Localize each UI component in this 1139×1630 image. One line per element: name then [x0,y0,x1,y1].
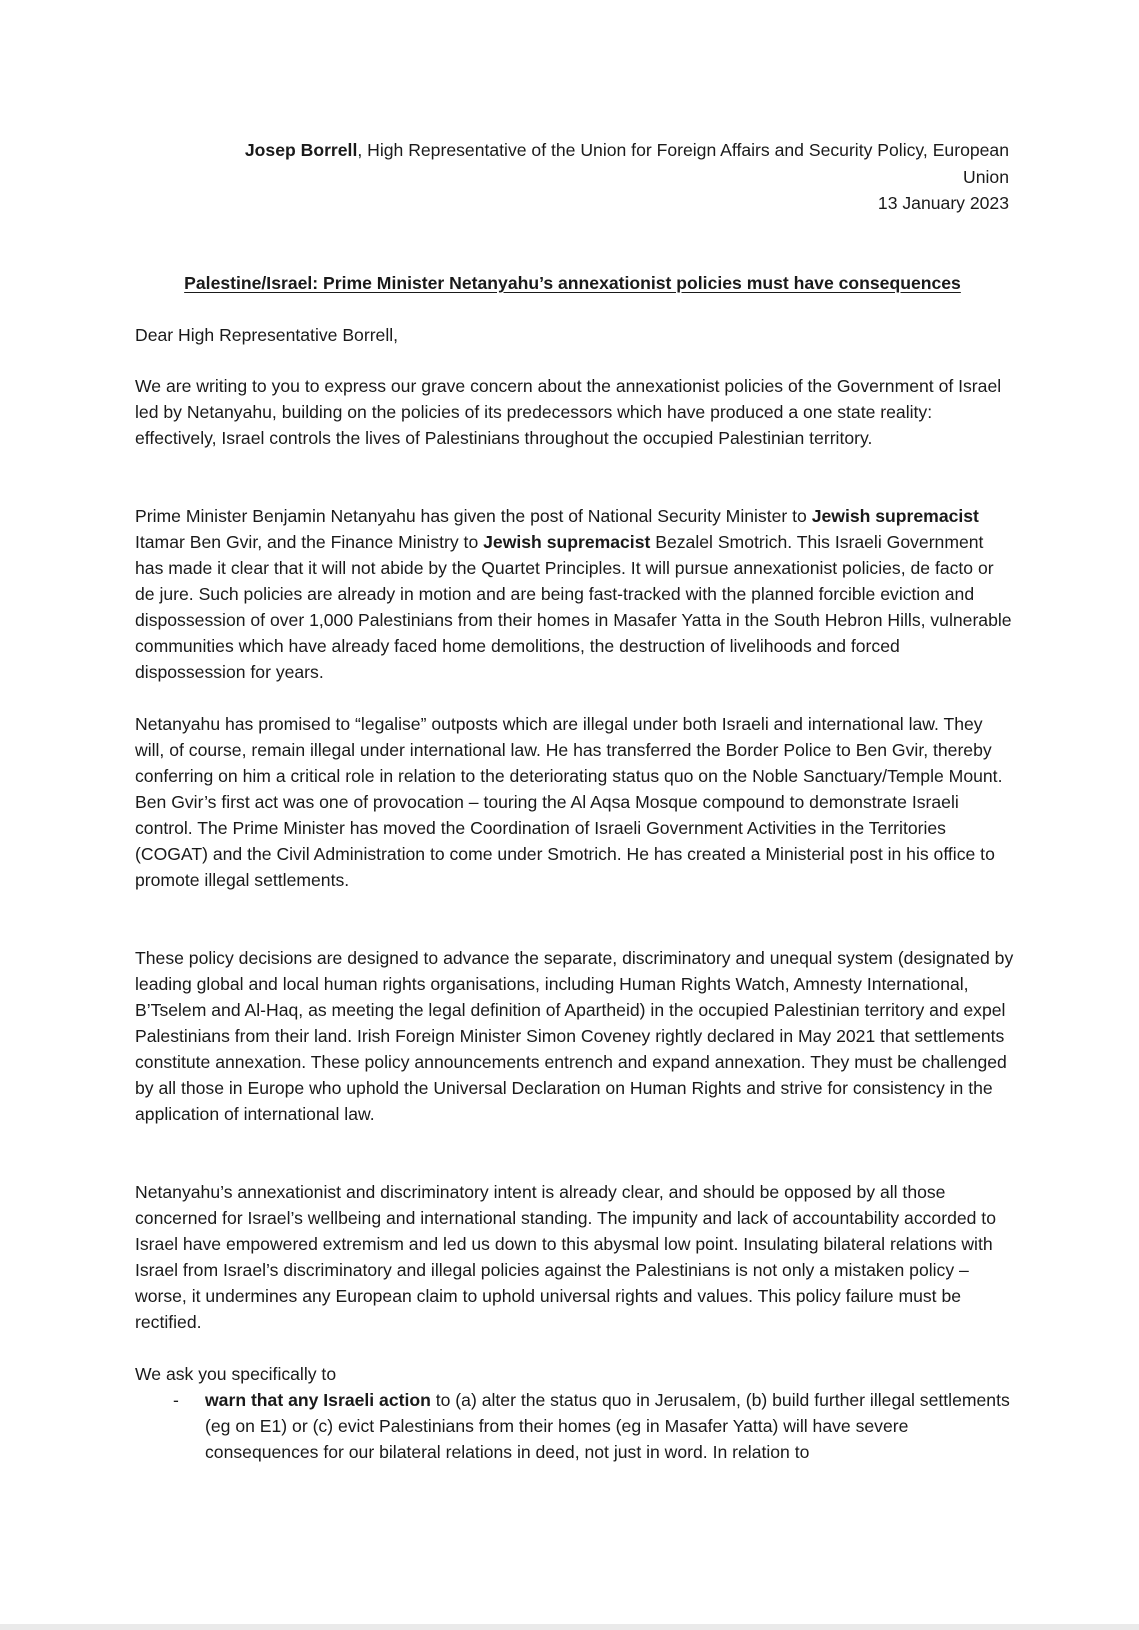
emphasis-text: Jewish supremacist [811,506,979,526]
paragraph-outposts: Netanyahu has promised to “legalise” outposts which are illegal under both Israeli and international law. They will, of course, remain illegal under international law. He has transferred the Border Police to Ben Gvir, thereby conferring on him a critical role in relation to the deteriorating status quo on the Noble Sanctuary/Temple Mount. Ben Gvir’s first act was one of provocation – touring the Al Aqsa Mosque compound to demonstrate Israeli control. The Prime Minister has moved the Coordination of Israeli Government Activities in the Territories (COGAT) and the Civil Administration to come under Smotrich. He has created a Ministerial post in his office to promote illegal settlements. [135,714,1003,890]
list-item [135,1387,1015,1465]
list-dash: - [173,1390,179,1410]
salutation: Dear High Representative Borrell, [135,325,399,345]
addressee-name: Josep Borrell [244,140,358,160]
paragraph-policy-decisions: These policy decisions are designed to advance the separate, discriminatory and unequal system (designated by leading global and local human rights organisations, including Human Rights Watch, Amnesty International, B’Tselem and Al-Haq, as meeting the legal definition of Apartheid) in the occupied Palestinian territory and expel Palestinians from their land. Irish Foreign Minister Simon Coveney rightly declared in May 2021 that settlements constitute annexation. These policy announcements entrench and expand annexation. They must be challenged by all those in Europe who uphold the Universal Declaration on Human Rights and strive for consistency in the application of international law. [135,948,1014,1124]
paragraph-intent: Netanyahu’s annexationist and discriminatory intent is already clear, and should be opposed by all those concerned for Israel’s wellbeing and international standing. The impunity and lack of accountability accorded to Israel have empowered extremism and led us down to this abysmal low point. Insulating bilateral relations with Israel from Israel’s discriminatory and illegal policies against the Palestinians is not only a mistaken policy – worse, it undermines any European claim to uphold universal rights and values. This policy failure must be rectified. [135,1182,996,1332]
addressee-block [160,137,1009,217]
request-intro: We ask you specifically to [135,1364,337,1384]
paragraph-text: Itamar Ben Gvir, and the Finance Ministry to [135,532,484,552]
request-emphasis: warn that any Israeli action [205,1390,431,1410]
addressee-title: , High Representative of the Union for Foreign Affairs and Security Policy, European [357,140,1009,160]
emphasis-text: Jewish supremacist [483,532,651,552]
addressee-title-continued: Union [963,166,1009,187]
addressee-line [160,137,1009,164]
paragraph-text: Bezalel Smotrich. This Israeli Government has made it clear that it will not abide by the Quartet Principles. It will pursue annexationist policies, de facto or de jure. Such policies are already in motion and are being fast-tracked with the planned forcible eviction and dispossession of over 1,000 Palestinians from their homes in Masafer Yatta in the South Hebron Hills, vulnerable communities which have already faced home demolitions, the destruction of livelihoods and forced dispossession for years. [135,532,1012,682]
paragraph-text: Prime Minister Benjamin Netanyahu has given the post of National Security Minister to [135,506,812,526]
paragraph-concern: We are writing to you to express our grave concern about the annexationist policies of the Government of Israel led by Netanyahu, building on the policies of its predecessors which have produced a one state reality: effectively, Israel controls the lives of Palestinians throughout the occupied Palestinian territory. [135,376,1002,448]
request-text: to (a) alter the status quo in Jerusalem, (b) build further illegal settlements (eg on E1) or (c) evict Palestinians from their homes (eg in Masafer Yatta) will have severe consequences for our bilateral relations in deed, not just in word. In relation to [205,1390,1010,1462]
paragraph-appointments [135,503,1015,685]
letter-date: 13 January 2023 [877,193,1009,213]
page-bottom-edge [0,1624,1139,1630]
letter-subject: Palestine/Israel: Prime Minister Netanyahu’s annexationist policies must have consequences [184,273,961,293]
request-list [135,1387,1015,1465]
